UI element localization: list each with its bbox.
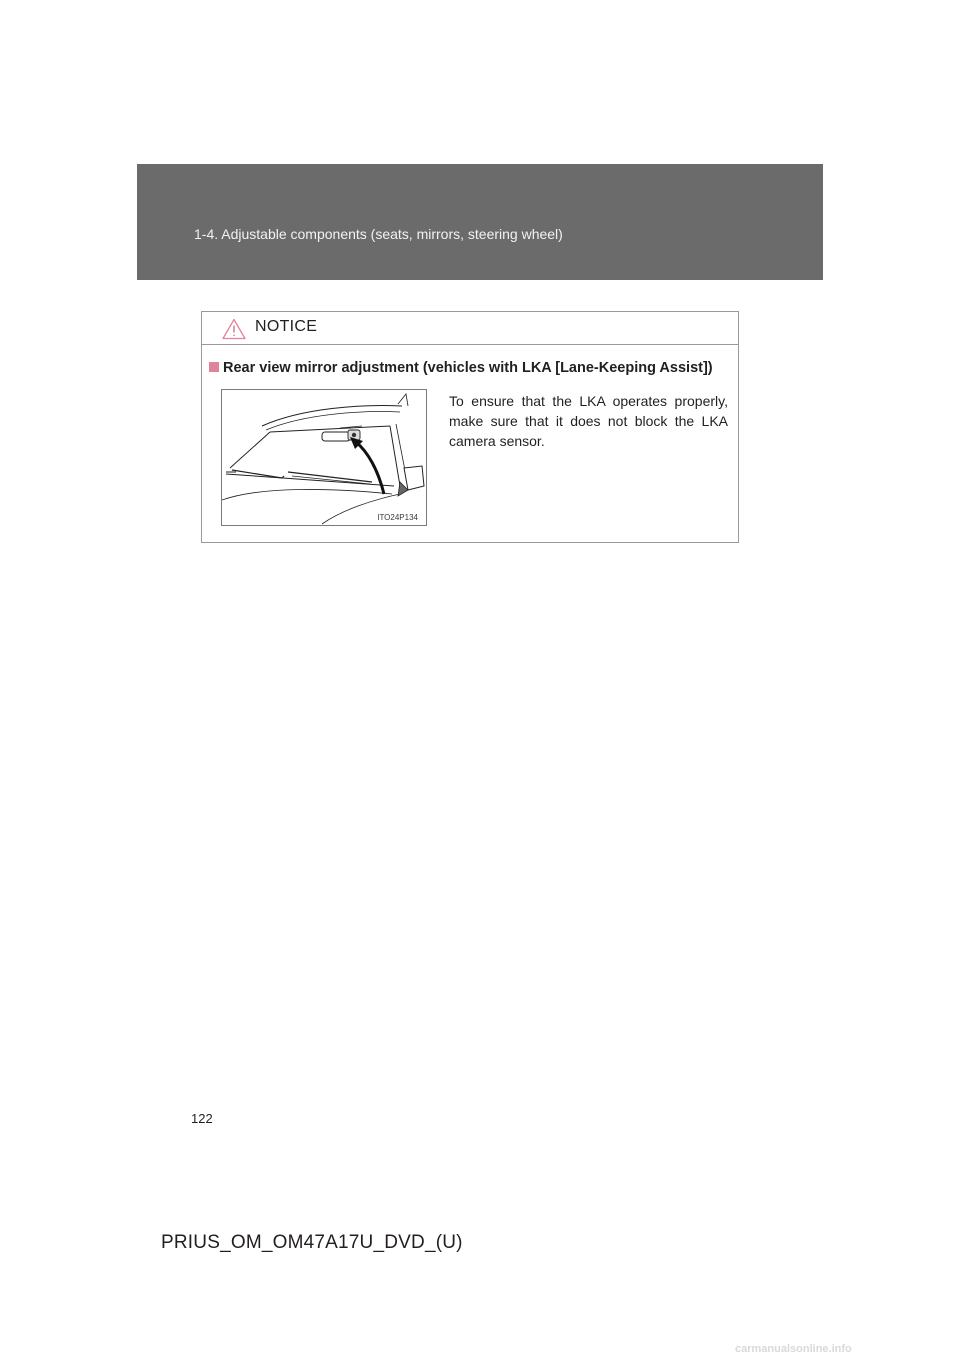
notice-header (202, 312, 738, 345)
document-code: PRIUS_OM_OM47A17U_DVD_(U) (161, 1232, 463, 1253)
car-interior-drawing (222, 390, 426, 525)
section-header-band (137, 164, 823, 280)
section-title: 1-4. Adjustable components (seats, mirrors, steering wheel) (194, 226, 563, 242)
notice-box (201, 311, 739, 543)
page-number: 122 (191, 1111, 213, 1126)
watermark: carmanualsonline.info (735, 1343, 852, 1355)
notice-title: NOTICE (255, 318, 318, 335)
notice-subheading (209, 360, 713, 376)
windshield-illustration (221, 389, 427, 526)
notice-body-text: To ensure that the LKA operates properly, make sure that it does not block the LKA camera sensor. (449, 393, 728, 449)
notice-subheading-text: Rear view mirror adjustment (vehicles with LKA [Lane-Keeping Assist]) (223, 360, 713, 376)
square-bullet-icon (209, 362, 219, 372)
warning-triangle-icon (222, 318, 246, 340)
figure-code: ITO24P134 (377, 513, 418, 522)
